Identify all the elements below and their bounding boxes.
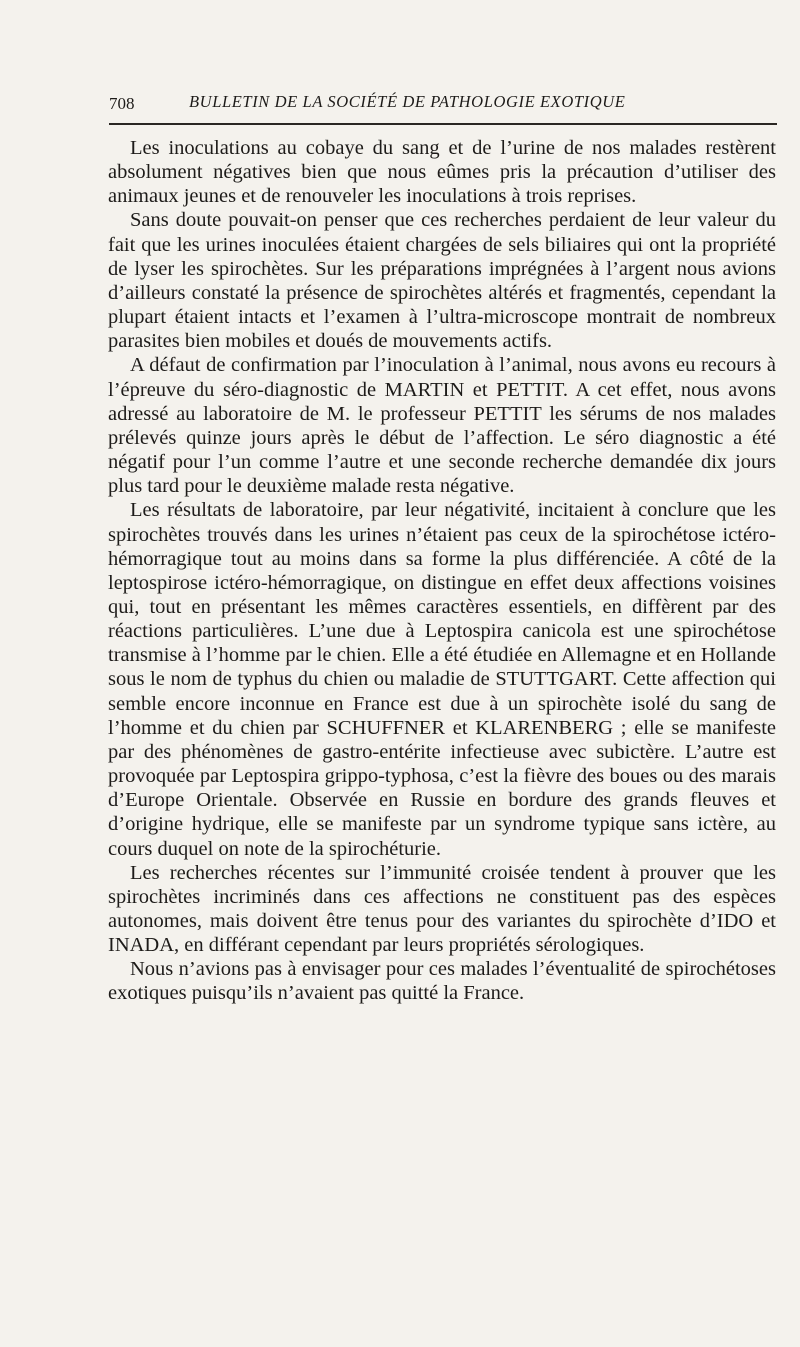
header-rule [109, 123, 777, 125]
paragraph-2: Sans doute pouvait-on penser que ces recherches perdaient de leur valeur du fait que les urines inoculées étaient chargées de sels biliaires qui ont la propriété de lyser les spirochètes. Sur les préparations imprégnées à l’argent nous avions d’ailleurs constaté la présence de spirochètes altérés et fragmentés, cependant la plupart étaient intacts et l’examen à l’ultra-microscope montrait de nombreux parasites bien mobiles et doués de mouvements actifs. [108, 209, 776, 353]
paragraph-3: A défaut de confirmation par l’inoculation à l’animal, nous avons eu recours à l’épreuve du séro-diagnostic de MARTIN et PETTIT. A cet effet, nous avons adressé au laboratoire de M. le professeur PETTIT les sérums de nos malades prélevés quinze jours après le début de l’affection. Le séro diagnostic a été négatif pour l’un comme l’autre et une seconde recherche demandée dix jours plus tard pour le deuxième malade resta négative. [108, 354, 776, 498]
paragraph-4: Les résultats de laboratoire, par leur négativité, incitaient à conclure que les spirochètes trouvés dans les urines n’étaient pas ceux de la spirochétose ictéro-hémorragique tout au moins dans sa forme la plus différenciée. A côté de la leptospirose ictéro-hémorragique, on distingue en effet deux affections voisines qui, tout en présentant les mêmes caractères essentiels, en diffèrent par des réactions particulières. L’une due à Leptospira canicola est une spirochétose transmise à l’homme par le chien. Elle a été étudiée en Allemagne et en Hollande sous le nom de typhus du chien ou maladie de STUTTGART. Cette affection qui semble encore inconnue en France est due à un spirochète isolé du sang de l’homme et du chien par SCHUFFNER et KLARENBERG ; elle se manifeste par des phénomènes de gastro-entérite infectieuse avec subictère. L’autre est provoquée par Leptospira grippo-typhosa, c’est la fièvre des boues ou des marais d’Europe Orientale. Observée en Russie en bordure des grands fleuves et d’origine hydrique, elle se manifeste par un syndrome typique sans ictère, au cours duquel on note de la spirochéturie. [108, 499, 776, 860]
paragraph-5: Les recherches récentes sur l’immunité croisée tendent à prouver que les spirochètes incriminés dans ces affections ne constituent pas des espèces autonomes, mais doivent être tenus pour des variantes du spirochète d’IDO et INADA, en différant cependant par leurs propriétés sérologiques. [108, 861, 776, 957]
paragraph-1: Les inoculations au cobaye du sang et de l’urine de nos malades restèrent absolument négatives bien que nous eûmes pris la précaution d’utiliser des animaux jeunes et de renouveler les inoculations à trois reprises. [108, 137, 776, 208]
page-header [109, 92, 777, 116]
running-title: BULLETIN DE LA SOCIÉTÉ DE PATHOLOGIE EXOTIQUE [189, 92, 626, 111]
paragraph-6: Nous n’avions pas à envisager pour ces malades l’éventualité de spirochétoses exotiques puisqu’ils n’avaient pas quitté la France. [108, 958, 776, 1005]
body-text [108, 136, 776, 1006]
page-number: 708 [109, 94, 135, 113]
